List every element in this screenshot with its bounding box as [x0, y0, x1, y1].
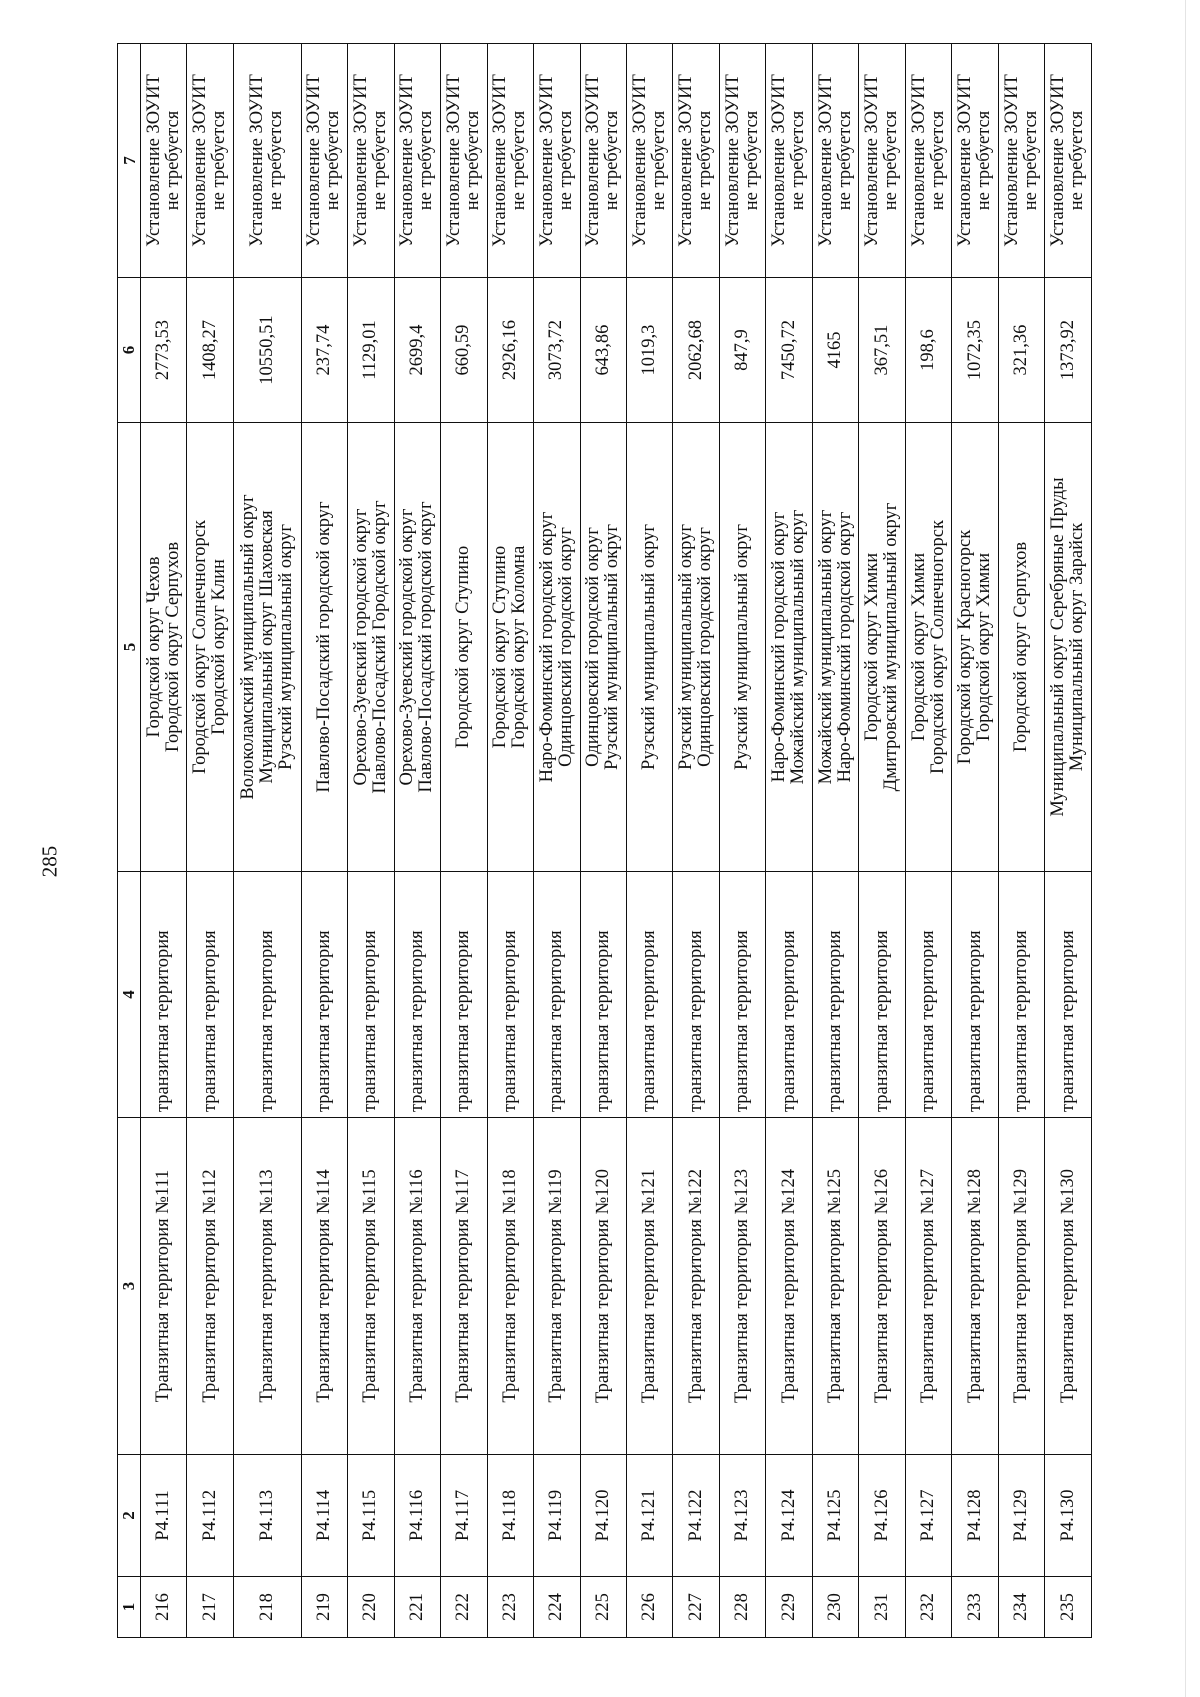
status-line: не требуется: [1067, 110, 1088, 211]
column-header: 6: [118, 278, 141, 423]
value-cell: 2773,53: [141, 278, 187, 423]
value-cell: 367,51: [859, 278, 905, 423]
type-cell: транзитная территория: [141, 872, 187, 1118]
name-cell: Транзитная территория №118: [487, 1118, 533, 1455]
district-line: Волоколамский муниципальный округ: [237, 494, 258, 800]
type-cell: транзитная территория: [187, 872, 233, 1118]
status-line: не требуется: [788, 110, 809, 211]
table-row: [301, 44, 347, 1638]
status-line: не требуется: [555, 110, 576, 211]
code-cell: Р4.115: [348, 1455, 394, 1577]
table-row: [859, 44, 905, 1638]
status-cell: [859, 44, 905, 278]
district-line: Павлово-Посадский Городской округ: [369, 500, 390, 794]
territories-table: [117, 43, 1092, 1638]
code-cell: Р4.113: [233, 1455, 301, 1577]
row-number-cell: 217: [187, 1577, 233, 1638]
type-cell: транзитная территория: [348, 872, 394, 1118]
district-line: Городской округ Серпухов: [162, 541, 183, 753]
status-cell: [534, 44, 580, 278]
status-line: Установление ЗОУИТ: [443, 74, 464, 247]
status-line: Установление ЗОУИТ: [247, 74, 268, 247]
page-number: 285: [37, 845, 62, 878]
type-cell: транзитная территория: [905, 872, 951, 1118]
status-line: Установление ЗОУИТ: [722, 74, 743, 247]
row-number-cell: 227: [673, 1577, 719, 1638]
districts-cell: [233, 423, 301, 872]
column-header: 1: [118, 1577, 141, 1638]
status-line: Установление ЗОУИТ: [143, 74, 164, 247]
row-number-cell: 216: [141, 1577, 187, 1638]
status-line: Установление ЗОУИТ: [583, 74, 604, 247]
name-cell: Транзитная территория №124: [766, 1118, 812, 1455]
districts-cell: [1045, 423, 1092, 872]
status-line: не требуется: [695, 110, 716, 211]
type-cell: транзитная территория: [233, 872, 301, 1118]
district-line: Рузский муниципальный округ: [676, 524, 697, 770]
districts-cell: [141, 423, 187, 872]
district-line: Городской округ Чехов: [143, 556, 164, 738]
table-row: [626, 44, 672, 1638]
name-cell: Транзитная территория №130: [1045, 1118, 1092, 1455]
district-line: Орехово-Зуевский городской округ: [397, 508, 418, 786]
row-number-cell: 228: [719, 1577, 765, 1638]
table-row: [187, 44, 233, 1638]
districts-cell: [812, 423, 858, 872]
status-line: Установление ЗОУИТ: [1001, 74, 1022, 247]
name-cell: Транзитная территория №128: [952, 1118, 998, 1455]
status-line: Установление ЗОУИТ: [190, 74, 211, 247]
district-line: Городской округ Ступино: [453, 545, 474, 749]
type-cell: транзитная территория: [487, 872, 533, 1118]
districts-cell: [719, 423, 765, 872]
name-cell: Транзитная территория №111: [141, 1118, 187, 1455]
status-line: не требуется: [462, 110, 483, 211]
code-cell: Р4.124: [766, 1455, 812, 1577]
status-line: Установление ЗОУИТ: [350, 74, 371, 247]
districts-cell: [998, 423, 1044, 872]
name-cell: Транзитная территория №116: [394, 1118, 440, 1455]
district-line: Одинцовский городской округ: [583, 527, 604, 767]
status-line: Установление ЗОУИТ: [815, 74, 836, 247]
district-line: Городской округ Солнечногорск: [927, 520, 948, 774]
districts-cell: [187, 423, 233, 872]
name-cell: Транзитная территория №112: [187, 1118, 233, 1455]
type-cell: транзитная территория: [859, 872, 905, 1118]
code-cell: Р4.117: [441, 1455, 487, 1577]
districts-cell: [766, 423, 812, 872]
status-line: не требуется: [416, 110, 437, 211]
district-line: Дмитровский муниципальный округ: [881, 502, 902, 792]
rotated-table-frame: [117, 74, 1092, 1638]
status-line: не требуется: [602, 110, 623, 211]
districts-cell: [859, 423, 905, 872]
district-line: Городской округ Коломна: [509, 545, 530, 749]
table-row: [441, 44, 487, 1638]
status-line: Установление ЗОУИТ: [304, 74, 325, 247]
table-row: [719, 44, 765, 1638]
table-row: [952, 44, 998, 1638]
table-body: [141, 44, 1092, 1638]
district-line: Одинцовский городской округ: [555, 527, 576, 767]
table-row: [673, 44, 719, 1638]
districts-cell: [487, 423, 533, 872]
status-cell: [487, 44, 533, 278]
row-number-cell: 235: [1045, 1577, 1092, 1638]
code-cell: Р4.119: [534, 1455, 580, 1577]
district-line: Городской округ Солнечногорск: [190, 520, 211, 774]
status-line: не требуется: [509, 110, 530, 211]
district-line: Рузский муниципальный округ: [639, 524, 660, 770]
value-cell: 237,74: [301, 278, 347, 423]
value-cell: 4165: [812, 278, 858, 423]
value-cell: 2062,68: [673, 278, 719, 423]
table-row: [534, 44, 580, 1638]
column-header: 2: [118, 1455, 141, 1577]
status-line: Установление ЗОУИТ: [490, 74, 511, 247]
value-cell: 1373,92: [1045, 278, 1092, 423]
status-cell: [719, 44, 765, 278]
value-cell: 847,9: [719, 278, 765, 423]
row-number-cell: 223: [487, 1577, 533, 1638]
status-cell: [141, 44, 187, 278]
status-line: не требуется: [369, 110, 390, 211]
districts-cell: [534, 423, 580, 872]
type-cell: транзитная территория: [534, 872, 580, 1118]
name-cell: Транзитная территория №115: [348, 1118, 394, 1455]
district-line: Орехово-Зуевский городской округ: [350, 508, 371, 786]
district-line: Городской округ Клин: [209, 559, 230, 735]
code-cell: Р4.120: [580, 1455, 626, 1577]
row-number-cell: 222: [441, 1577, 487, 1638]
status-line: не требуется: [881, 110, 902, 211]
district-line: Рузский муниципальный округ: [732, 524, 753, 770]
name-cell: Транзитная территория №127: [905, 1118, 951, 1455]
districts-cell: [348, 423, 394, 872]
status-line: Установление ЗОУИТ: [1048, 74, 1069, 247]
value-cell: 10550,51: [233, 278, 301, 423]
row-number-cell: 234: [998, 1577, 1044, 1638]
row-number-cell: 233: [952, 1577, 998, 1638]
status-line: Установление ЗОУИТ: [908, 74, 929, 247]
row-number-cell: 232: [905, 1577, 951, 1638]
districts-cell: [673, 423, 719, 872]
row-number-cell: 221: [394, 1577, 440, 1638]
value-cell: 643,86: [580, 278, 626, 423]
status-line: не требуется: [834, 110, 855, 211]
type-cell: транзитная территория: [998, 872, 1044, 1118]
code-cell: Р4.127: [905, 1455, 951, 1577]
status-line: Установление ЗОУИТ: [629, 74, 650, 247]
district-line: Городской округ Химки: [862, 552, 883, 742]
type-cell: транзитная территория: [812, 872, 858, 1118]
table-row: [905, 44, 951, 1638]
type-cell: транзитная территория: [952, 872, 998, 1118]
value-cell: 1019,3: [626, 278, 672, 423]
district-line: Рузский муниципальный округ: [275, 524, 296, 770]
table-row: [487, 44, 533, 1638]
status-cell: [1045, 44, 1092, 278]
name-cell: Транзитная территория №126: [859, 1118, 905, 1455]
district-line: Наро-Фоминский городской округ: [834, 511, 855, 783]
status-line: Установление ЗОУИТ: [536, 74, 557, 247]
name-cell: Транзитная территория №114: [301, 1118, 347, 1455]
district-line: Городской округ Серпухов: [1011, 541, 1032, 753]
type-cell: транзитная территория: [626, 872, 672, 1118]
status-line: не требуется: [209, 110, 230, 211]
row-number-cell: 226: [626, 1577, 672, 1638]
status-cell: [233, 44, 301, 278]
status-cell: [301, 44, 347, 278]
district-line: Можайский муниципальный округ: [788, 509, 809, 785]
code-cell: Р4.114: [301, 1455, 347, 1577]
name-cell: Транзитная территория №129: [998, 1118, 1044, 1455]
status-line: Установление ЗОУИТ: [676, 74, 697, 247]
type-cell: транзитная территория: [673, 872, 719, 1118]
name-cell: Транзитная территория №117: [441, 1118, 487, 1455]
value-cell: 1072,35: [952, 278, 998, 423]
status-line: не требуется: [741, 110, 762, 211]
status-cell: [187, 44, 233, 278]
districts-cell: [905, 423, 951, 872]
row-number-cell: 225: [580, 1577, 626, 1638]
table-row: [580, 44, 626, 1638]
status-line: не требуется: [648, 110, 669, 211]
type-cell: транзитная территория: [719, 872, 765, 1118]
district-line: Городской округ Красногорск: [955, 529, 976, 765]
district-line: Наро-Фоминский городской округ: [769, 511, 790, 783]
type-cell: транзитная территория: [394, 872, 440, 1118]
column-header: 7: [118, 44, 141, 278]
table-row: [141, 44, 187, 1638]
district-line: Городской округ Химки: [974, 552, 995, 742]
district-line: Павлово-Посадский городской округ: [313, 501, 334, 793]
value-cell: 198,6: [905, 278, 951, 423]
districts-cell: [394, 423, 440, 872]
status-line: Установление ЗОУИТ: [769, 74, 790, 247]
value-cell: 2926,16: [487, 278, 533, 423]
districts-cell: [626, 423, 672, 872]
code-cell: Р4.129: [998, 1455, 1044, 1577]
column-header: 5: [118, 423, 141, 872]
status-line: не требуется: [927, 110, 948, 211]
row-number-cell: 219: [301, 1577, 347, 1638]
table-row: [1045, 44, 1092, 1638]
value-cell: 321,36: [998, 278, 1044, 423]
code-cell: Р4.112: [187, 1455, 233, 1577]
table-row: [766, 44, 812, 1638]
code-cell: Р4.128: [952, 1455, 998, 1577]
name-cell: Транзитная территория №123: [719, 1118, 765, 1455]
status-cell: [673, 44, 719, 278]
table-row: [812, 44, 858, 1638]
status-cell: [812, 44, 858, 278]
district-line: Городской округ Ступино: [490, 545, 511, 749]
status-cell: [394, 44, 440, 278]
name-cell: Транзитная территория №113: [233, 1118, 301, 1455]
code-cell: Р4.111: [141, 1455, 187, 1577]
code-cell: Р4.121: [626, 1455, 672, 1577]
name-cell: Транзитная территория №125: [812, 1118, 858, 1455]
district-line: Муниципальный округ Серебряные Пруды: [1048, 477, 1069, 817]
table-row: [394, 44, 440, 1638]
value-cell: 1129,01: [348, 278, 394, 423]
row-number-cell: 229: [766, 1577, 812, 1638]
district-line: Павлово-Посадский городской округ: [416, 501, 437, 793]
table-row: [348, 44, 394, 1638]
districts-cell: [441, 423, 487, 872]
status-line: не требуется: [162, 110, 183, 211]
status-line: Установление ЗОУИТ: [862, 74, 883, 247]
district-line: Муниципальный округ Зарайск: [1067, 522, 1088, 772]
status-line: не требуется: [974, 110, 995, 211]
code-cell: Р4.126: [859, 1455, 905, 1577]
type-cell: транзитная территория: [301, 872, 347, 1118]
status-cell: [905, 44, 951, 278]
code-cell: Р4.123: [719, 1455, 765, 1577]
header-row: [118, 44, 141, 1638]
status-line: не требуется: [1020, 110, 1041, 211]
table-row: [233, 44, 301, 1638]
row-number-cell: 220: [348, 1577, 394, 1638]
status-cell: [580, 44, 626, 278]
status-cell: [348, 44, 394, 278]
type-cell: транзитная территория: [1045, 872, 1092, 1118]
name-cell: Транзитная территория №120: [580, 1118, 626, 1455]
districts-cell: [952, 423, 998, 872]
district-line: Можайский муниципальный округ: [815, 509, 836, 785]
row-number-cell: 218: [233, 1577, 301, 1638]
districts-cell: [580, 423, 626, 872]
row-number-cell: 231: [859, 1577, 905, 1638]
row-number-cell: 224: [534, 1577, 580, 1638]
table-row: [998, 44, 1044, 1638]
scan-edge-line: [1185, 0, 1186, 1697]
status-cell: [998, 44, 1044, 278]
status-cell: [626, 44, 672, 278]
name-cell: Транзитная территория №119: [534, 1118, 580, 1455]
type-cell: транзитная территория: [441, 872, 487, 1118]
districts-cell: [301, 423, 347, 872]
status-cell: [766, 44, 812, 278]
code-cell: Р4.130: [1045, 1455, 1092, 1577]
status-line: не требуется: [266, 110, 287, 211]
type-cell: транзитная территория: [766, 872, 812, 1118]
column-header: 4: [118, 872, 141, 1118]
code-cell: Р4.118: [487, 1455, 533, 1577]
column-header: 3: [118, 1118, 141, 1455]
status-line: Установление ЗОУИТ: [397, 74, 418, 247]
code-cell: Р4.122: [673, 1455, 719, 1577]
name-cell: Транзитная территория №122: [673, 1118, 719, 1455]
district-line: Муниципальный округ Шаховская: [256, 510, 277, 784]
row-number-cell: 230: [812, 1577, 858, 1638]
value-cell: 7450,72: [766, 278, 812, 423]
table-container: [117, 74, 1092, 1638]
value-cell: 3073,72: [534, 278, 580, 423]
status-cell: [441, 44, 487, 278]
status-line: не требуется: [323, 110, 344, 211]
name-cell: Транзитная территория №121: [626, 1118, 672, 1455]
status-line: Установление ЗОУИТ: [955, 74, 976, 247]
district-line: Городской округ Химки: [908, 552, 929, 742]
district-line: Рузский муниципальный округ: [602, 524, 623, 770]
value-cell: 1408,27: [187, 278, 233, 423]
district-line: Одинцовский городской округ: [695, 527, 716, 767]
value-cell: 2699,4: [394, 278, 440, 423]
code-cell: Р4.125: [812, 1455, 858, 1577]
code-cell: Р4.116: [394, 1455, 440, 1577]
value-cell: 660,59: [441, 278, 487, 423]
district-line: Наро-Фоминский городской округ: [536, 511, 557, 783]
type-cell: транзитная территория: [580, 872, 626, 1118]
status-cell: [952, 44, 998, 278]
